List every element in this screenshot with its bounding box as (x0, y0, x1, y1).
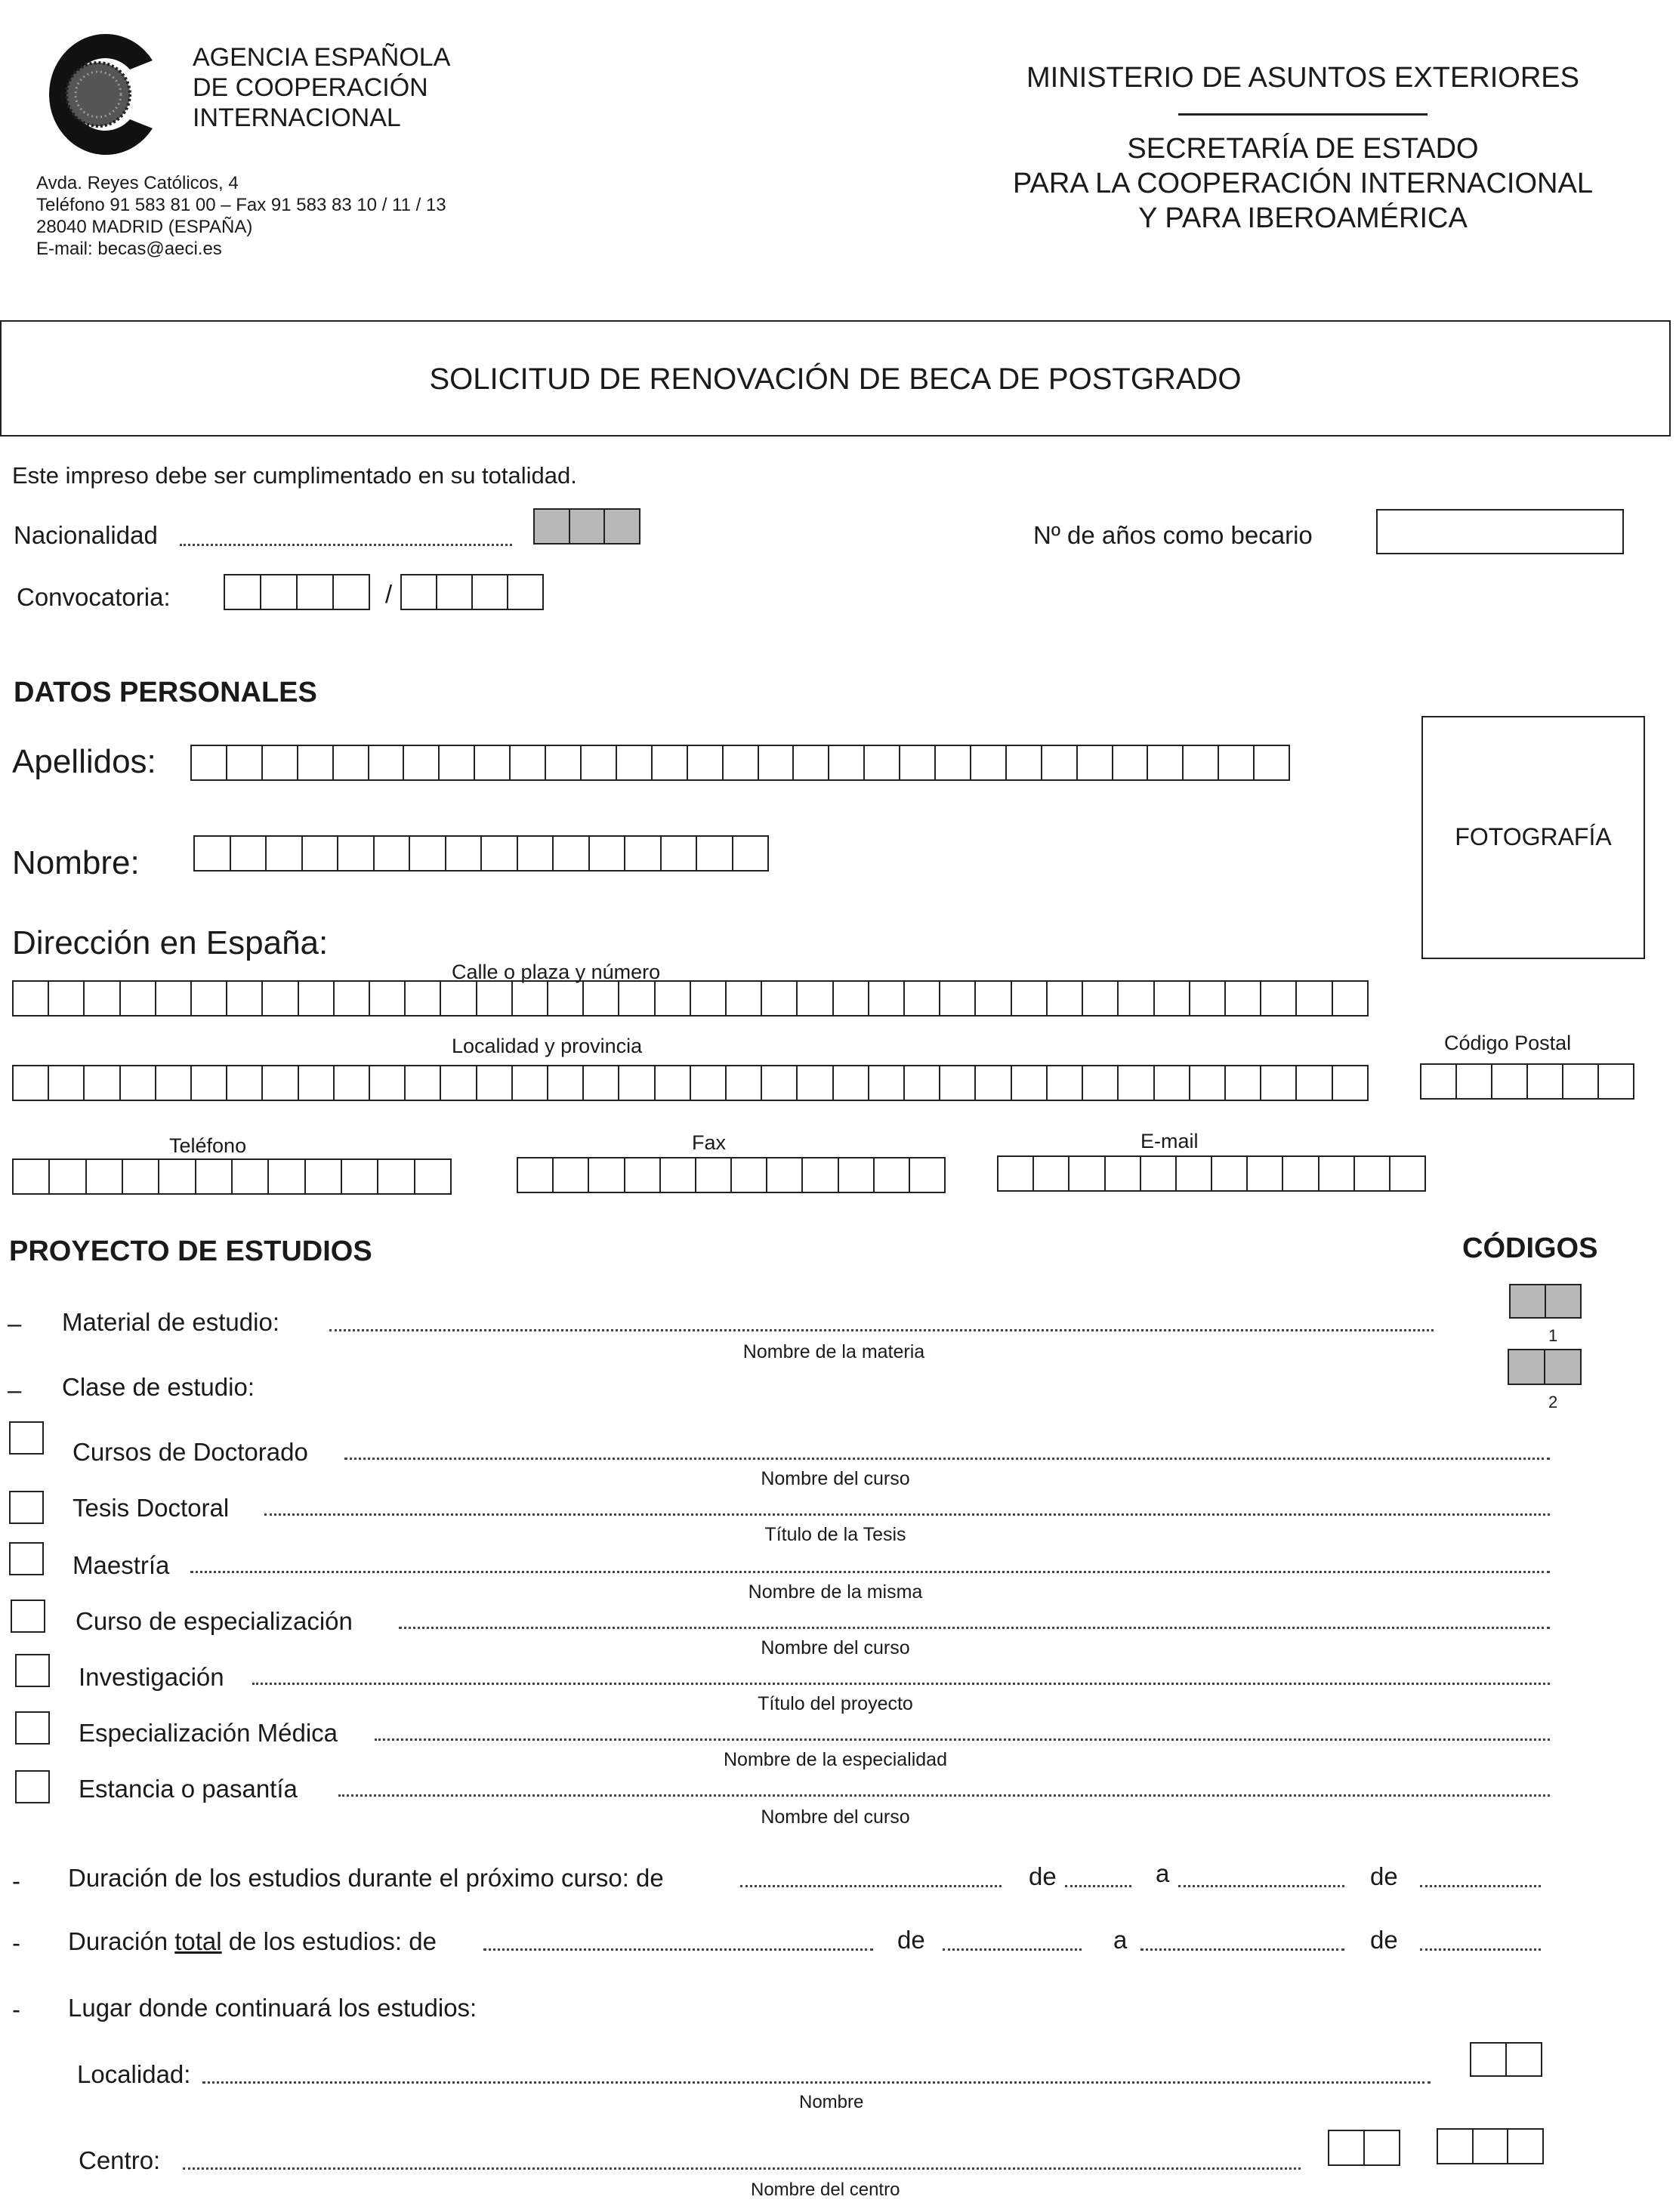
ministry-name: MINISTERIO DE ASUNTOS EXTERIORES (1026, 62, 1579, 94)
email-label: E-mail (1140, 1130, 1199, 1152)
char-cell[interactable] (49, 982, 85, 1015)
char-cell[interactable] (299, 1066, 335, 1100)
clase-option-label: Curso de especialización (76, 1607, 353, 1635)
form-title-box (0, 320, 1671, 437)
char-cell[interactable] (971, 746, 1007, 779)
code-1-boxes (1509, 1284, 1582, 1319)
char-cell[interactable] (656, 982, 691, 1015)
char-cell[interactable] (625, 837, 662, 870)
char-cell[interactable] (834, 982, 869, 1015)
char-cell[interactable] (482, 837, 518, 870)
char-cell[interactable] (1248, 1157, 1283, 1190)
char-cell[interactable] (839, 1158, 875, 1192)
char-cell[interactable] (192, 982, 227, 1015)
char-cell[interactable] (14, 1066, 49, 1100)
char-cell[interactable] (1141, 1157, 1177, 1190)
localidad-label: Localidad: (77, 2060, 191, 2088)
char-cell[interactable] (803, 1158, 838, 1192)
char-cell[interactable] (441, 982, 477, 1015)
secretaria-line-2: PARA LA COOPERACIÓN INTERNACIONAL (1013, 168, 1593, 199)
char-cell[interactable] (1083, 982, 1119, 1015)
telefono-boxes[interactable] (12, 1158, 452, 1195)
char-cell[interactable] (759, 746, 795, 779)
char-cell[interactable] (334, 746, 369, 779)
char-cell[interactable] (1155, 1066, 1190, 1100)
char-cell[interactable] (404, 746, 440, 779)
localidad-provincia-boxes[interactable] (12, 1065, 1369, 1101)
clase-option-label: Maestría (73, 1551, 170, 1579)
duracion-total-word: total (174, 1927, 222, 1955)
char-cell[interactable] (1012, 982, 1048, 1015)
clase-option-dotline[interactable] (399, 1627, 1550, 1629)
checkbox[interactable] (15, 1711, 50, 1745)
clase-option-label: Cursos de Doctorado (73, 1438, 308, 1466)
clase-label: Clase de estudio: (62, 1373, 255, 1401)
char-cell[interactable] (1219, 746, 1255, 779)
char-cell[interactable] (554, 1158, 589, 1192)
clase-option-dotline[interactable] (375, 1738, 1550, 1741)
duracion-proximo-bullet: - (12, 1867, 20, 1895)
code-2-boxes (1508, 1349, 1582, 1385)
char-cell[interactable] (375, 837, 411, 870)
clase-option-dotline[interactable] (338, 1794, 1550, 1797)
agency-line-3: INTERNACIONAL (193, 103, 401, 132)
char-cell[interactable] (85, 982, 120, 1015)
char-cell[interactable] (590, 837, 626, 870)
anos-becario-input[interactable] (1376, 509, 1624, 554)
agency-name (193, 42, 450, 133)
char-cell[interactable] (900, 746, 936, 779)
clase-option-sub-label: Nombre del curso (761, 1806, 910, 1828)
char-cell[interactable] (865, 746, 900, 779)
fax-boxes[interactable] (517, 1157, 946, 1193)
char-cell[interactable] (156, 1066, 192, 1100)
char-cell[interactable] (378, 1160, 415, 1193)
char-cell[interactable] (446, 837, 483, 870)
char-cell[interactable] (196, 1160, 233, 1193)
char-cell[interactable] (976, 1066, 1011, 1100)
clase-option-sub-label: Título de la Tesis (764, 1524, 906, 1545)
char-cell[interactable] (1106, 1157, 1141, 1190)
duracion-total-bullet: - (12, 1929, 20, 1957)
char-cell[interactable] (475, 746, 511, 779)
char-cell[interactable] (940, 982, 976, 1015)
nombre-label: Nombre: (12, 844, 140, 881)
char-cell[interactable] (335, 982, 370, 1015)
char-cell[interactable] (306, 1160, 342, 1193)
char-cell[interactable] (518, 837, 554, 870)
clase-dash: – (8, 1376, 22, 1404)
checkbox[interactable] (11, 1600, 45, 1633)
localidad-sub-label: Nombre (799, 2092, 864, 2112)
char-cell[interactable] (85, 1066, 120, 1100)
clase-option-sub-label: Nombre de la misma (748, 1581, 923, 1603)
materia-dash: – (8, 1310, 22, 1337)
duracion-proximo-de-dotline[interactable] (740, 1885, 1002, 1887)
agency-address (36, 172, 446, 260)
char-cell[interactable] (1119, 1066, 1154, 1100)
char-cell[interactable] (370, 982, 406, 1015)
materia-sub-label: Nombre de la materia (742, 1341, 925, 1362)
char-cell[interactable] (905, 1066, 940, 1100)
materia-label: Material de estudio: (62, 1308, 279, 1336)
char-cell[interactable] (1226, 982, 1261, 1015)
duracion-proximo-a: a (1156, 1859, 1170, 1887)
telefono-label: Teléfono (169, 1134, 247, 1157)
char-cell[interactable] (1148, 746, 1184, 779)
char-cell[interactable] (335, 1066, 370, 1100)
char-cell[interactable] (406, 1066, 441, 1100)
char-cell[interactable] (1355, 1157, 1390, 1190)
char-cell[interactable] (584, 1066, 619, 1100)
centro-label: Centro: (79, 2146, 161, 2174)
char-cell[interactable] (227, 982, 263, 1015)
char-cell[interactable] (1069, 1157, 1105, 1190)
char-cell[interactable] (869, 982, 905, 1015)
char-cell[interactable] (1113, 746, 1149, 779)
localidad-dotline[interactable] (202, 2081, 1431, 2084)
char-cell[interactable] (548, 982, 584, 1015)
duracion-total-pre: Duración (68, 1927, 175, 1955)
char-cell[interactable] (156, 982, 192, 1015)
form-title: SOLICITUD DE RENOVACIÓN DE BECA DE POSTGRADO (429, 362, 1242, 396)
char-cell[interactable] (905, 982, 940, 1015)
nombre-boxes[interactable] (193, 835, 769, 872)
clase-option-dotline[interactable] (344, 1458, 1550, 1460)
clase-option-dotline[interactable] (190, 1571, 1550, 1573)
centro-code-boxes-1[interactable] (1328, 2130, 1400, 2166)
checkbox[interactable] (15, 1770, 50, 1803)
char-cell[interactable] (1048, 982, 1083, 1015)
char-cell[interactable] (546, 746, 582, 779)
char-cell[interactable] (582, 746, 617, 779)
char-cell[interactable] (1320, 1157, 1355, 1190)
address-line-4: E-mail: becas@aeci.es (36, 239, 222, 259)
direccion-label: Dirección en España: (12, 924, 329, 961)
char-cell[interactable] (691, 1066, 727, 1100)
char-cell[interactable] (798, 982, 833, 1015)
address-line-2: Teléfono 91 583 81 00 – Fax 91 583 83 10 / 11 / 13 (36, 195, 446, 215)
char-cell[interactable] (1048, 1066, 1083, 1100)
duracion-total-mes-dotline[interactable] (943, 1948, 1082, 1951)
convocatoria-slash: / (385, 580, 393, 608)
char-cell[interactable] (732, 1158, 767, 1192)
char-cell[interactable] (192, 746, 227, 779)
clase-option-sub-label: Nombre de la especialidad (723, 1749, 947, 1770)
char-cell[interactable] (231, 837, 267, 870)
char-cell[interactable] (227, 1066, 263, 1100)
code-2-label: 2 (1548, 1393, 1558, 1411)
email-boxes[interactable] (997, 1155, 1426, 1192)
char-cell[interactable] (338, 837, 375, 870)
char-cell[interactable] (656, 1066, 691, 1100)
char-cell[interactable] (14, 1160, 50, 1193)
char-cell[interactable] (1177, 1157, 1212, 1190)
char-cell[interactable] (1297, 982, 1332, 1015)
duracion-total-ano-dotline[interactable] (1420, 1948, 1541, 1951)
char-cell[interactable] (869, 1066, 905, 1100)
duracion-total-label (68, 1927, 437, 1956)
calle-label: Calle o plaza y número (452, 961, 661, 983)
centro-code-boxes-2[interactable] (1437, 2128, 1544, 2164)
char-cell[interactable] (834, 1066, 869, 1100)
char-cell[interactable] (263, 982, 298, 1015)
localidad-provincia-label: Localidad y provincia (452, 1035, 643, 1057)
char-cell[interactable] (829, 746, 865, 779)
char-cell[interactable] (584, 982, 619, 1015)
char-cell[interactable] (1184, 746, 1219, 779)
char-cell[interactable] (1083, 1066, 1119, 1100)
char-cell[interactable] (875, 1158, 910, 1192)
char-cell[interactable] (617, 746, 653, 779)
char-cell[interactable] (1226, 1066, 1261, 1100)
code-1-label: 1 (1548, 1326, 1558, 1345)
char-cell[interactable] (762, 1066, 798, 1100)
char-cell[interactable] (696, 1158, 732, 1192)
char-cell[interactable] (14, 982, 49, 1015)
clase-option-label: Tesis Doctoral (73, 1494, 230, 1522)
clase-option-label: Especialización Médica (79, 1719, 338, 1747)
char-cell[interactable] (410, 837, 446, 870)
convocatoria-year-2-boxes[interactable] (400, 574, 544, 610)
agency-line-1: AGENCIA ESPAÑOLA (193, 43, 451, 72)
char-cell[interactable] (1261, 1066, 1297, 1100)
char-cell[interactable] (653, 746, 688, 779)
char-cell[interactable] (370, 1066, 406, 1100)
clase-option-sub-label: Nombre del curso (761, 1468, 910, 1489)
char-cell[interactable] (662, 837, 698, 870)
char-cell[interactable] (121, 1066, 156, 1100)
codigo-postal-boxes[interactable] (1420, 1063, 1634, 1100)
duracion-total-de2: de (897, 1926, 925, 1954)
char-cell[interactable] (794, 746, 829, 779)
char-cell[interactable] (1012, 1066, 1048, 1100)
char-cell[interactable] (342, 1160, 378, 1193)
char-cell[interactable] (1333, 982, 1367, 1015)
duracion-total-post: de los estudios: de (221, 1927, 437, 1955)
duracion-proximo-ano-dotline[interactable] (1420, 1885, 1541, 1887)
clase-option-dotline[interactable] (252, 1683, 1550, 1685)
char-cell[interactable] (1333, 1066, 1367, 1100)
char-cell[interactable] (406, 982, 441, 1015)
secretaria-name (963, 131, 1643, 236)
char-cell[interactable] (513, 982, 548, 1015)
clase-option-label: Estancia o pasantía (79, 1775, 298, 1803)
char-cell[interactable] (1297, 1066, 1332, 1100)
char-cell[interactable] (267, 837, 303, 870)
char-cell[interactable] (727, 1066, 762, 1100)
clase-option-sub-label: Título del proyecto (758, 1693, 913, 1714)
char-cell[interactable] (303, 837, 339, 870)
duracion-proximo-label: Duración de los estudios durante el próximo curso: de (68, 1864, 664, 1892)
address-line-1: Avda. Reyes Católicos, 4 (36, 173, 239, 193)
char-cell[interactable] (159, 1160, 196, 1193)
char-cell[interactable] (999, 1157, 1034, 1190)
char-cell[interactable] (269, 1160, 305, 1193)
anos-becario-label: Nº de años como becario (1033, 521, 1313, 549)
char-cell[interactable] (233, 1160, 269, 1193)
aeci-logo (39, 30, 160, 159)
char-cell[interactable] (1190, 1066, 1226, 1100)
checkbox[interactable] (15, 1654, 50, 1687)
duracion-total-a-dotline[interactable] (1140, 1948, 1344, 1951)
lugar-bullet: - (12, 1995, 20, 2023)
char-cell[interactable] (1261, 982, 1297, 1015)
datos-personales-heading: DATOS PERSONALES (14, 677, 317, 708)
char-cell[interactable] (227, 746, 263, 779)
char-cell[interactable] (263, 1066, 298, 1100)
char-cell[interactable] (87, 1160, 123, 1193)
char-cell[interactable] (976, 982, 1011, 1015)
duracion-proximo-a-dotline[interactable] (1178, 1885, 1344, 1887)
address-line-3: 28040 MADRID (ESPAÑA) (36, 217, 253, 237)
char-cell[interactable] (625, 1158, 661, 1192)
char-cell[interactable] (733, 837, 768, 870)
char-cell[interactable] (688, 746, 724, 779)
char-cell[interactable] (1042, 746, 1078, 779)
char-cell[interactable] (767, 1158, 803, 1192)
char-cell[interactable] (1390, 1157, 1424, 1190)
char-cell[interactable] (441, 1066, 477, 1100)
checkbox[interactable] (9, 1491, 44, 1524)
char-cell[interactable] (192, 1066, 227, 1100)
char-cell[interactable] (1255, 746, 1289, 779)
char-cell[interactable] (369, 746, 405, 779)
centro-sub-label: Nombre del centro (751, 2180, 900, 2200)
convocatoria-year-1-boxes[interactable] (224, 574, 370, 610)
char-cell[interactable] (1283, 1157, 1319, 1190)
char-cell[interactable] (440, 746, 475, 779)
char-cell[interactable] (1007, 746, 1042, 779)
fotografia-box (1421, 716, 1645, 959)
char-cell[interactable] (762, 982, 798, 1015)
duracion-total-a: a (1113, 1926, 1128, 1954)
instruction-text: Este impreso debe ser cumplimentado en su totalidad. (12, 462, 577, 489)
secretaria-line-3: Y PARA IBEROAMÉRICA (1138, 202, 1468, 234)
char-cell[interactable] (1034, 1157, 1069, 1190)
char-cell[interactable] (299, 982, 335, 1015)
char-cell[interactable] (1155, 982, 1190, 1015)
localidad-code-boxes[interactable] (1470, 2042, 1542, 2077)
char-cell[interactable] (415, 1160, 450, 1193)
duracion-proximo-mes-dotline[interactable] (1065, 1885, 1131, 1887)
char-cell[interactable] (477, 1066, 513, 1100)
char-cell[interactable] (548, 1066, 584, 1100)
char-cell[interactable] (1119, 982, 1154, 1015)
char-cell[interactable] (50, 1160, 86, 1193)
centro-dotline[interactable] (183, 2167, 1301, 2170)
char-cell[interactable] (940, 1066, 976, 1100)
lugar-label: Lugar donde continuará los estudios: (68, 1994, 477, 2022)
apellidos-boxes[interactable] (190, 745, 1290, 781)
char-cell[interactable] (724, 746, 759, 779)
char-cell[interactable] (511, 746, 546, 779)
clase-option-dotline[interactable] (264, 1513, 1550, 1516)
char-cell[interactable] (49, 1066, 85, 1100)
secretaria-line-1: SECRETARÍA DE ESTADO (1127, 133, 1479, 165)
ministry-divider (1178, 113, 1428, 116)
fax-label: Fax (692, 1131, 727, 1154)
clase-option-sub-label: Nombre del curso (761, 1637, 910, 1658)
char-cell[interactable] (798, 1066, 833, 1100)
materia-dotline[interactable] (329, 1329, 1434, 1331)
char-cell[interactable] (121, 982, 156, 1015)
char-cell[interactable] (727, 982, 762, 1015)
checkbox[interactable] (9, 1542, 44, 1575)
proyecto-heading: PROYECTO DE ESTUDIOS (9, 1236, 372, 1267)
char-cell[interactable] (589, 1158, 625, 1192)
char-cell[interactable] (1078, 746, 1113, 779)
codigo-postal-label: Código Postal (1444, 1032, 1572, 1054)
char-cell[interactable] (554, 837, 590, 870)
duracion-total-de-dotline[interactable] (483, 1948, 873, 1951)
duracion-proximo-de3: de (1370, 1862, 1398, 1890)
codigos-heading: CÓDIGOS (1462, 1232, 1598, 1264)
nacionalidad-label: Nacionalidad (14, 521, 158, 549)
char-cell[interactable] (195, 837, 231, 870)
char-cell[interactable] (123, 1160, 159, 1193)
char-cell[interactable] (518, 1158, 554, 1192)
char-cell[interactable] (513, 1066, 548, 1100)
nacionalidad-code-boxes (533, 508, 640, 545)
char-cell[interactable] (263, 746, 298, 779)
char-cell[interactable] (619, 982, 655, 1015)
char-cell[interactable] (1212, 1157, 1248, 1190)
char-cell[interactable] (298, 746, 334, 779)
calle-boxes[interactable] (12, 980, 1369, 1017)
char-cell[interactable] (936, 746, 971, 779)
char-cell[interactable] (1190, 982, 1226, 1015)
nacionalidad-dotline (180, 544, 512, 546)
convocatoria-label: Convocatoria: (17, 583, 171, 611)
char-cell[interactable] (477, 982, 513, 1015)
fotografia-label: FOTOGRAFÍA (1455, 823, 1612, 850)
char-cell[interactable] (691, 982, 727, 1015)
char-cell[interactable] (661, 1158, 696, 1192)
char-cell[interactable] (910, 1158, 944, 1192)
agency-line-2: DE COOPERACIÓN (193, 73, 428, 102)
char-cell[interactable] (697, 837, 733, 870)
clase-option-label: Investigación (79, 1663, 224, 1691)
apellidos-label: Apellidos: (12, 743, 156, 780)
checkbox[interactable] (9, 1421, 44, 1455)
duracion-proximo-de2: de (1029, 1862, 1057, 1890)
char-cell[interactable] (619, 1066, 655, 1100)
duracion-total-de3: de (1370, 1926, 1398, 1954)
